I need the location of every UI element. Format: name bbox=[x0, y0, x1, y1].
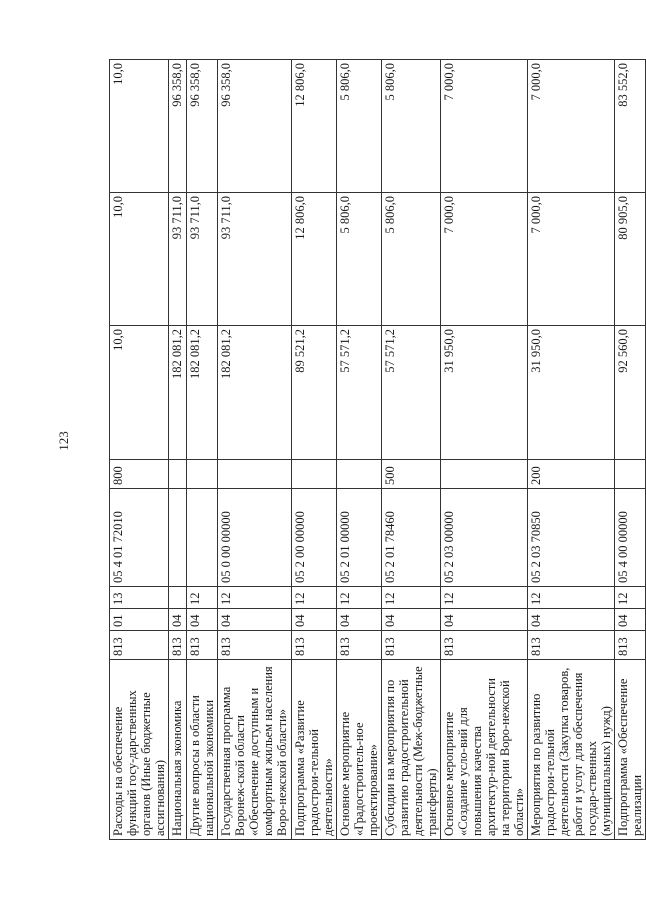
row-section-cell: 04 bbox=[187, 609, 218, 631]
row-grbs-cell: 813 bbox=[187, 631, 218, 660]
table-row bbox=[337, 60, 382, 840]
row-grbs-cell: 813 bbox=[337, 631, 382, 660]
row-target-article-cell bbox=[187, 489, 218, 587]
row-section-cell: 04 bbox=[337, 609, 382, 631]
table-row bbox=[169, 60, 187, 840]
row-amount-year2-cell: 5 806,0 bbox=[337, 193, 382, 326]
row-amount-year3-cell: 12 806,0 bbox=[292, 60, 337, 193]
row-amount-year2-cell: 7 000,0 bbox=[528, 193, 615, 326]
row-name-cell: Мероприятия по развитию градострои-тельной деятельности (Закупка товаров, работ и услуг для обеспечения государ-ственных (муниципальных) нужд) bbox=[528, 660, 615, 840]
row-amount-year1-cell: 182 081,2 bbox=[169, 326, 187, 460]
row-target-article-cell: 05 4 00 00000 bbox=[615, 489, 646, 587]
row-grbs-cell: 813 bbox=[110, 631, 169, 660]
row-subsection-cell: 12 bbox=[187, 587, 218, 609]
row-name-cell: Субсидии на мероприятия по развитию градостроительной деятельности (Меж-бюджетные трансферты) bbox=[382, 660, 441, 840]
row-subsection-cell: 12 bbox=[528, 587, 615, 609]
row-name-cell: Расходы на обеспечение функций госу-дарственных органов (Иные бюджетные ассигнования) bbox=[110, 660, 169, 840]
row-expense-type-cell bbox=[615, 460, 646, 489]
row-amount-year3-cell: 96 358,0 bbox=[218, 60, 292, 193]
row-amount-year3-cell: 96 358,0 bbox=[169, 60, 187, 193]
row-section-cell: 04 bbox=[615, 609, 646, 631]
row-expense-type-cell: 800 bbox=[110, 460, 169, 489]
rotated-table-container bbox=[109, 60, 644, 840]
row-expense-type-cell bbox=[337, 460, 382, 489]
row-grbs-cell: 813 bbox=[528, 631, 615, 660]
table-row bbox=[292, 60, 337, 840]
row-amount-year1-cell: 182 081,2 bbox=[218, 326, 292, 460]
row-amount-year1-cell: 57 571,2 bbox=[382, 326, 441, 460]
row-section-cell: 01 bbox=[110, 609, 169, 631]
row-expense-type-cell bbox=[292, 460, 337, 489]
row-amount-year1-cell: 31 950,0 bbox=[528, 326, 615, 460]
row-grbs-cell: 813 bbox=[441, 631, 528, 660]
row-name-cell: Основное мероприятие «Создание усло-вий для повышения качества архитектур-ной деятельности на территории Воро-нежской области» bbox=[441, 660, 528, 840]
row-subsection-cell: 12 bbox=[292, 587, 337, 609]
row-subsection-cell bbox=[169, 587, 187, 609]
row-amount-year3-cell: 5 806,0 bbox=[382, 60, 441, 193]
row-name-cell: Государственная программа Воронеж-ской области «Обеспечение доступным и комфортным жильем населения Воро-нежской области» bbox=[218, 660, 292, 840]
table-body bbox=[110, 60, 646, 840]
row-expense-type-cell bbox=[441, 460, 528, 489]
row-subsection-cell: 12 bbox=[382, 587, 441, 609]
table-row bbox=[218, 60, 292, 840]
row-amount-year1-cell: 182 081,2 bbox=[187, 326, 218, 460]
row-expense-type-cell: 200 bbox=[528, 460, 615, 489]
table-row bbox=[382, 60, 441, 840]
row-target-article-cell: 05 2 03 00000 bbox=[441, 489, 528, 587]
row-amount-year3-cell: 96 358,0 bbox=[187, 60, 218, 193]
row-amount-year2-cell: 12 806,0 bbox=[292, 193, 337, 326]
row-name-cell: Основное мероприятие «Градостроитель-ное проектирование» bbox=[337, 660, 382, 840]
row-section-cell: 04 bbox=[528, 609, 615, 631]
row-target-article-cell bbox=[169, 489, 187, 587]
row-amount-year2-cell: 93 711,0 bbox=[218, 193, 292, 326]
row-amount-year2-cell: 7 000,0 bbox=[441, 193, 528, 326]
row-amount-year2-cell: 5 806,0 bbox=[382, 193, 441, 326]
row-name-cell: Другие вопросы в области национальной экономики bbox=[187, 660, 218, 840]
row-amount-year2-cell: 93 711,0 bbox=[187, 193, 218, 326]
table-row bbox=[187, 60, 218, 840]
row-grbs-cell: 813 bbox=[615, 631, 646, 660]
row-section-cell: 04 bbox=[292, 609, 337, 631]
row-subsection-cell: 12 bbox=[218, 587, 292, 609]
page-number: 123 bbox=[56, 431, 71, 451]
row-name-cell: Подпрограмма «Развитие градострои-тельной деятельности» bbox=[292, 660, 337, 840]
row-target-article-cell: 05 2 01 78460 bbox=[382, 489, 441, 587]
budget-table bbox=[109, 59, 646, 840]
table-row bbox=[615, 60, 646, 840]
table-row bbox=[441, 60, 528, 840]
row-amount-year1-cell: 57 571,2 bbox=[337, 326, 382, 460]
row-amount-year3-cell: 10,0 bbox=[110, 60, 169, 193]
row-amount-year2-cell: 80 905,0 bbox=[615, 193, 646, 326]
row-target-article-cell: 05 2 00 00000 bbox=[292, 489, 337, 587]
row-target-article-cell: 05 2 01 00000 bbox=[337, 489, 382, 587]
row-section-cell: 04 bbox=[441, 609, 528, 631]
row-grbs-cell: 813 bbox=[169, 631, 187, 660]
row-expense-type-cell: 500 bbox=[382, 460, 441, 489]
row-section-cell: 04 bbox=[169, 609, 187, 631]
row-amount-year1-cell: 31 950,0 bbox=[441, 326, 528, 460]
row-expense-type-cell bbox=[218, 460, 292, 489]
row-section-cell: 04 bbox=[382, 609, 441, 631]
row-subsection-cell: 12 bbox=[441, 587, 528, 609]
row-amount-year3-cell: 7 000,0 bbox=[528, 60, 615, 193]
row-section-cell: 04 bbox=[218, 609, 292, 631]
row-amount-year2-cell: 93 711,0 bbox=[169, 193, 187, 326]
row-target-article-cell: 05 2 03 70850 bbox=[528, 489, 615, 587]
row-name-cell: Национальная экономика bbox=[169, 660, 187, 840]
row-name-cell: Подпрограмма «Обеспечение реализации bbox=[615, 660, 646, 840]
row-grbs-cell: 813 bbox=[292, 631, 337, 660]
row-target-article-cell: 05 4 01 72010 bbox=[110, 489, 169, 587]
row-target-article-cell: 05 0 00 00000 bbox=[218, 489, 292, 587]
row-amount-year1-cell: 92 560,0 bbox=[615, 326, 646, 460]
row-amount-year3-cell: 7 000,0 bbox=[441, 60, 528, 193]
row-amount-year3-cell: 83 552,0 bbox=[615, 60, 646, 193]
row-grbs-cell: 813 bbox=[218, 631, 292, 660]
row-expense-type-cell bbox=[169, 460, 187, 489]
row-subsection-cell: 13 bbox=[110, 587, 169, 609]
row-subsection-cell: 12 bbox=[615, 587, 646, 609]
row-grbs-cell: 813 bbox=[382, 631, 441, 660]
table-row bbox=[110, 60, 169, 840]
row-amount-year1-cell: 10,0 bbox=[110, 326, 169, 460]
row-subsection-cell: 12 bbox=[337, 587, 382, 609]
row-expense-type-cell bbox=[187, 460, 218, 489]
table-row bbox=[528, 60, 615, 840]
row-amount-year3-cell: 5 806,0 bbox=[337, 60, 382, 193]
row-amount-year1-cell: 89 521,2 bbox=[292, 326, 337, 460]
row-amount-year2-cell: 10,0 bbox=[110, 193, 169, 326]
